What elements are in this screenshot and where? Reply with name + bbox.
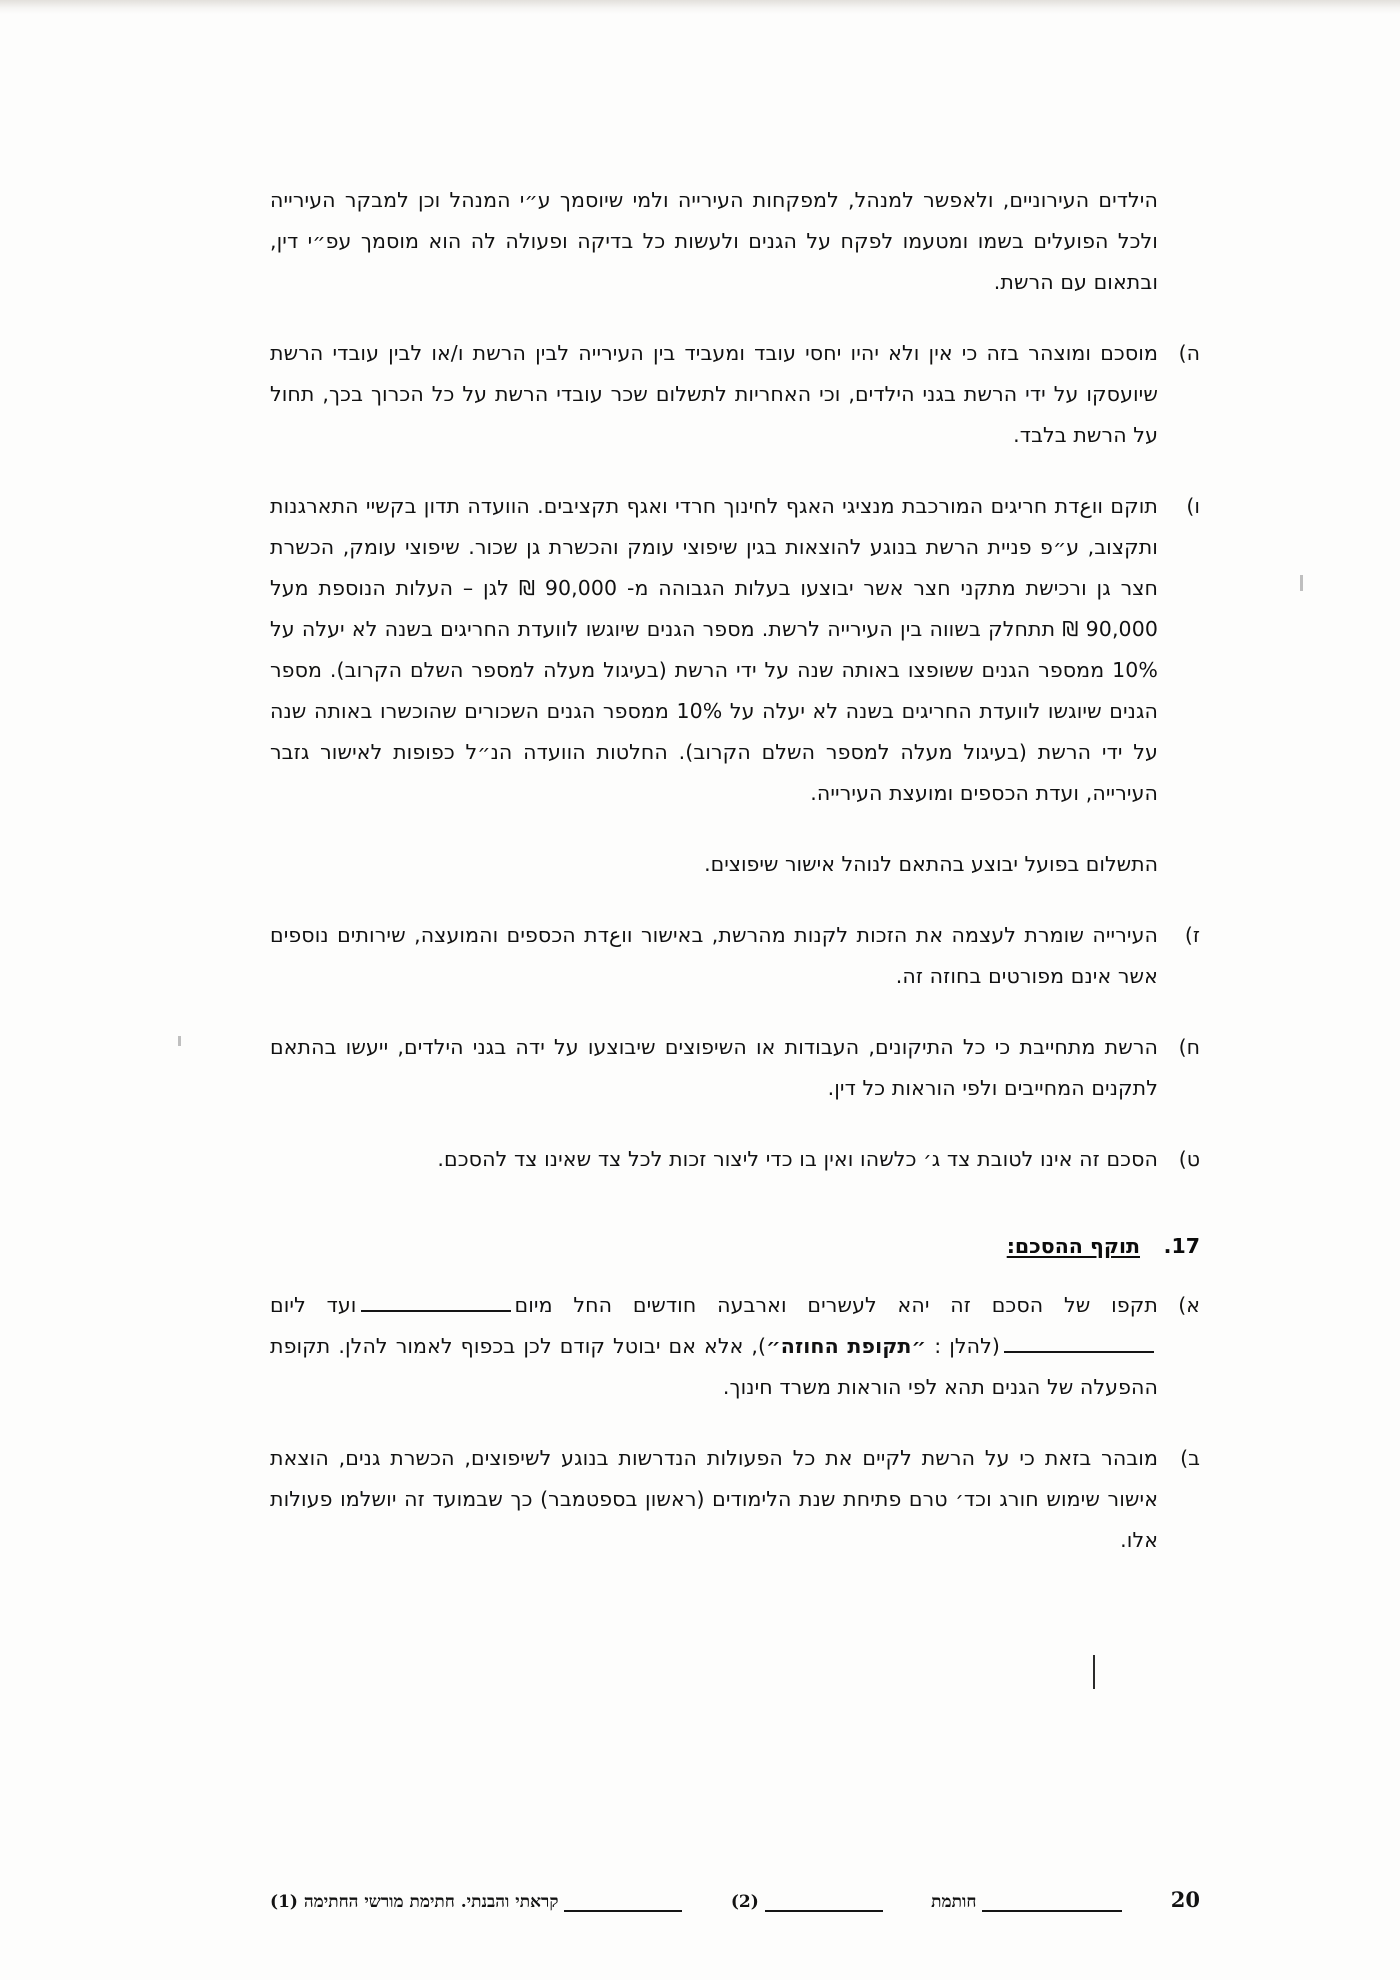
term-start-text: תקפו של הסכם זה יהא לעשרים וארבעה חודשים החל מיום bbox=[514, 1293, 1158, 1317]
clause-text-he: מוסכם ומוצהר בזה כי אין ולא יהיו יחסי עובד ומעביד בין העירייה לבין הרשת ו/או לבין עובדי הרשת שיועסקו על ידי הרשת בגני הילדים, וכי האחריות לתשלום שכר עובדי הרשת על כל הכרוך בכך, תחול על הרשת בלבד. bbox=[270, 341, 1158, 447]
payment-note: התשלום בפועל יבוצע בהתאם לנוהל אישור שיפוצים. bbox=[704, 852, 1158, 876]
continued-paragraph-text: הילדים העירוניים, ולאפשר למנהל, למפקחות העירייה ולמי שיוסמך ע״י המנהל וכן למבקר העירייה ולכל הפועלים בשמו ומטעמו לפקח על הגנים ולעשות כל בדיקה ופעולה לה הוא מוסמך עפ״י דין, ובתאום עם הרשת. bbox=[270, 188, 1158, 294]
stamp-field bbox=[931, 1892, 1128, 1912]
signature-1-blank[interactable] bbox=[564, 1896, 682, 1912]
stamp-label: חותמת bbox=[931, 1892, 977, 1912]
continued-paragraph bbox=[270, 180, 1200, 303]
clause-tet bbox=[270, 1139, 1200, 1180]
clause-vav bbox=[270, 486, 1200, 814]
start-date-blank[interactable] bbox=[361, 1291, 511, 1312]
clause-marker-tet: ט) bbox=[1178, 1147, 1200, 1171]
signature-2-label: (2) bbox=[730, 1892, 759, 1912]
section-17-item-bet bbox=[270, 1438, 1200, 1561]
clause-marker-het: ח) bbox=[1178, 1035, 1200, 1059]
section-17-text-bet: מובהר בזאת כי על הרשת לקיים את כל הפעולות הנדרשות בנוגע לשיפוצים, הכשרת גנים, הוצאת אישור שימוש חורג וכד׳ טרם פתיחת שנת הלימודים (ראשון בספטמבר) כך שבמועד זה יושלמו פעולות אלו. bbox=[270, 1446, 1158, 1552]
term-definition-lead: (להלן : bbox=[934, 1334, 1000, 1358]
clause-marker-zayin: ז) bbox=[1184, 923, 1200, 947]
clause-he bbox=[270, 333, 1200, 456]
signature-2-field bbox=[731, 1892, 889, 1912]
scan-tick-artifact bbox=[1093, 1655, 1095, 1689]
end-date-blank[interactable] bbox=[1004, 1332, 1154, 1353]
clause-het bbox=[270, 1027, 1200, 1109]
scan-speck-artifact bbox=[178, 1036, 181, 1046]
clause-zayin bbox=[270, 915, 1200, 997]
clause-text-het: הרשת מתחייבת כי כל התיקונים, העבודות או השיפוצים שיבוצעו על ידה בגני הילדים, ייעשו בהתאם לתקנים המחייבים ולפי הוראות כל דין. bbox=[270, 1035, 1158, 1100]
section-17-heading bbox=[270, 1226, 1200, 1267]
read-and-understood-label: קראתי והבנתי. חתימת מורשי החתימה (1) bbox=[270, 1892, 559, 1912]
clause-text-vav: תוקם ווعדת חריגים המורכבת מנציגי האגף לחינוך חרדי ואגף תקציבים. הוועדה תדון בקשיי התארגנות ותקצוב, ע״פ פניית הרשת בנוגע להוצאות בגין שיפוצי עומק והכשרת גן שכור. שיפוצי עומק, הכשרת חצר גן ורכישת מתקני חצר אשר יבוצעו בעלות הגבוהה מ- 90,000 ₪ לגן – העלות הנוספת מעל 90,000 ₪ תתחלק בשווה בין העירייה לרשת. מספר הגנים שיוגשו לוועדת החריגים בשנה לא יעלה על 10% ממספר הגנים ששופצו באותה שנה על ידי הרשת (בעיגול מעלה למספר השלם הקרוב). מספר הגנים שיוגשו לוועדת החריגים בשנה לא יעלה על 10% ממספר הגנים השכורים שהוכשרו באותה שנה על ידי הרשת (בעיגול מעלה למספר השלם הקרוב). החלטות הוועדה הנ״ל כפופות לאישור גזבר העירייה, ועדת הכספים ומועצת העירייה. bbox=[270, 494, 1159, 805]
page-footer bbox=[270, 1887, 1200, 1912]
signature-2-blank[interactable] bbox=[765, 1896, 883, 1912]
contract-period-term: ״תקופת החוזה״ bbox=[766, 1334, 927, 1358]
term-definition-tail: ), אלא אם יבוטל קודם לכן בכפוף לאמור להלן. תקופת ההפעלה של הגנים תהא לפי הוראות משרד חינוך. bbox=[270, 1334, 1158, 1399]
page-number: 20 bbox=[1170, 1887, 1200, 1912]
section-17-text-alef bbox=[270, 1285, 1158, 1408]
section-17-marker-alef: א) bbox=[1178, 1293, 1200, 1317]
section-17-title: תוקף ההסכם: bbox=[1006, 1234, 1140, 1258]
section-17-item-alef bbox=[270, 1285, 1200, 1408]
section-17-marker-bet: ב) bbox=[1180, 1446, 1200, 1470]
clause-marker-vav: ו) bbox=[1186, 494, 1200, 518]
scan-speck-artifact bbox=[1300, 575, 1303, 591]
scan-top-edge-artifact bbox=[0, 0, 1400, 14]
stamp-blank[interactable] bbox=[982, 1896, 1122, 1912]
clause-marker-he: ה) bbox=[1178, 341, 1200, 365]
clause-text-tet: הסכם זה אינו לטובת צד ג׳ כלשהו ואין בו כדי ליצור זכות לכל צד שאינו צד להסכם. bbox=[437, 1147, 1158, 1171]
clause-text-zayin: העירייה שומרת לעצמה את הזכות לקנות מהרשת, באישור ווعדת הכספים והמועצה, שירותים נוספים אשר אינם מפורטים בחוזה זה. bbox=[270, 923, 1158, 988]
section-17-number: 17. bbox=[1163, 1234, 1200, 1258]
term-end-text: ועד ליום bbox=[270, 1293, 357, 1317]
document-body bbox=[270, 180, 1200, 1591]
signature-1-field bbox=[270, 1892, 688, 1912]
